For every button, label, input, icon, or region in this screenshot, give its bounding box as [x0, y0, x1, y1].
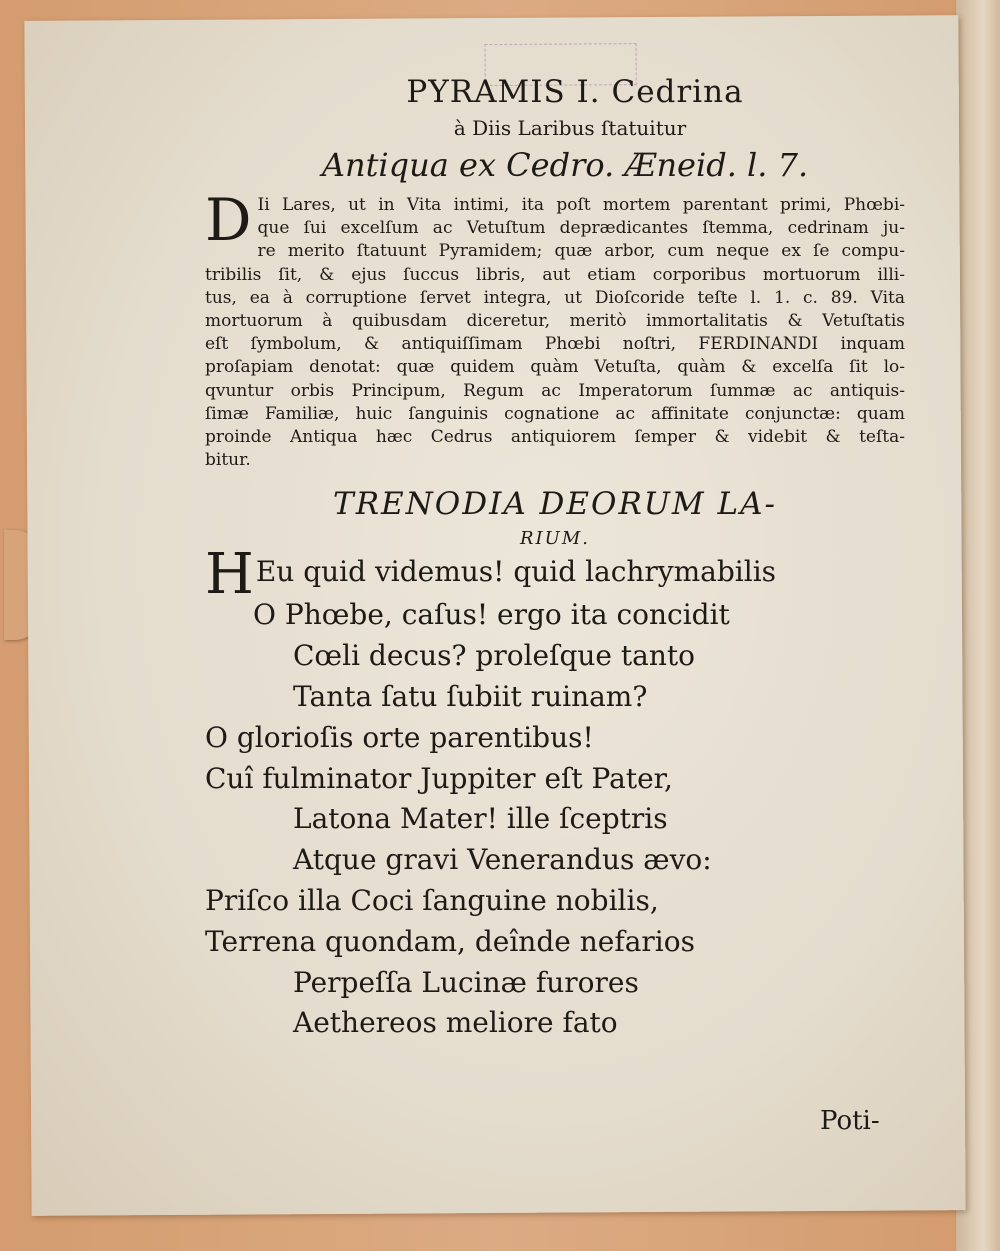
prose-paragraph [205, 186, 905, 472]
verse-line: Tanta ſatu ſubiit ruinam? [293, 680, 648, 714]
verse-line [205, 542, 905, 608]
prose-line: que ſui excelſum ac Vetuſtum deprædicantes ſtemma, cedrinam ju- [257, 218, 905, 239]
prose-line: tus, ea à corruptione ſervet integra, ut Dioſcoride teſte l. 1. c. 89. Vita [205, 287, 905, 308]
verse-line: O Phœbe, caſus! ergo ita concidit [253, 598, 730, 632]
prose-line: bitur. [205, 450, 251, 471]
prose-line: proinde Antiqua hæc Cedrus antiquiorem ſemper & videbit & teſta- [205, 427, 905, 448]
verse-line: Aethereos meliore fato [293, 1006, 618, 1040]
page-text [205, 70, 905, 1044]
poem-title-continuation: RIUM. [520, 528, 590, 550]
prose-line: ſimæ Familiæ, huic ſanguinis cognatione ac affinitate conjunctæ: quam [205, 403, 905, 424]
verse-text: Eu quid videmus! quid lachrymabilis [255, 555, 777, 589]
poem-verses [205, 542, 905, 1044]
page-subheading: à Diis Laribus ſtatuitur [453, 116, 687, 140]
prose-line: qvuntur orbis Principum, Regum ac Imperatorum ſummæ ac antiquis- [205, 380, 905, 401]
verse-line: O glorioſis orte parentibus! [205, 720, 594, 754]
prose-line: mortuorum à quibusdam diceretur, meritò immortalitatis & Vetuſtatis [205, 311, 905, 332]
verse-line: Atque gravi Venerandus ævo: [293, 843, 712, 877]
verse-line: Priſco illa Coci ſanguine nobilis, [205, 884, 659, 918]
verse-drop-capital: H [205, 542, 254, 608]
verse-line: Cuî fulminator Juppiter eſt Pater, [205, 761, 673, 795]
catchword: Poti- [820, 1106, 880, 1136]
poem-title: TRENODIA DEORUM LA- [333, 486, 777, 523]
drop-capital: D [205, 186, 252, 254]
verse-line: Terrena quondam, deînde nefarios [205, 924, 695, 958]
verse-line: Cœli decus? proleſque tanto [293, 639, 695, 673]
prose-line: Ii Lares, ut in Vita intimi, ita poſt mortem parentant primi, Phœbi- [257, 195, 905, 215]
prose-line: re merito ſtatuunt Pyramidem; quæ arbor, cum neque ex ſe compu- [257, 241, 905, 262]
verse-line: Perpeſſa Lucinæ furores [293, 965, 639, 999]
page-motto: Antiqua ex Cedro. Æneid. l. 7. [321, 146, 809, 184]
verse-line: Latona Mater! ille ſceptris [293, 802, 668, 836]
page-heading: PYRAMIS I. Cedrina [406, 74, 744, 110]
prose-line: eſt ſymbolum, & antiquiſſimam Phœbi noſtri, FERDINANDI inquam [205, 334, 905, 355]
prose-line: tribilis ſit, & ejus ſuccus libris, aut etiam corporibus mortuorum illi- [205, 264, 905, 285]
prose-line: proſapiam denotat: quæ quidem quàm Vetuſta, quàm & excelſa ſit lo- [205, 357, 905, 378]
